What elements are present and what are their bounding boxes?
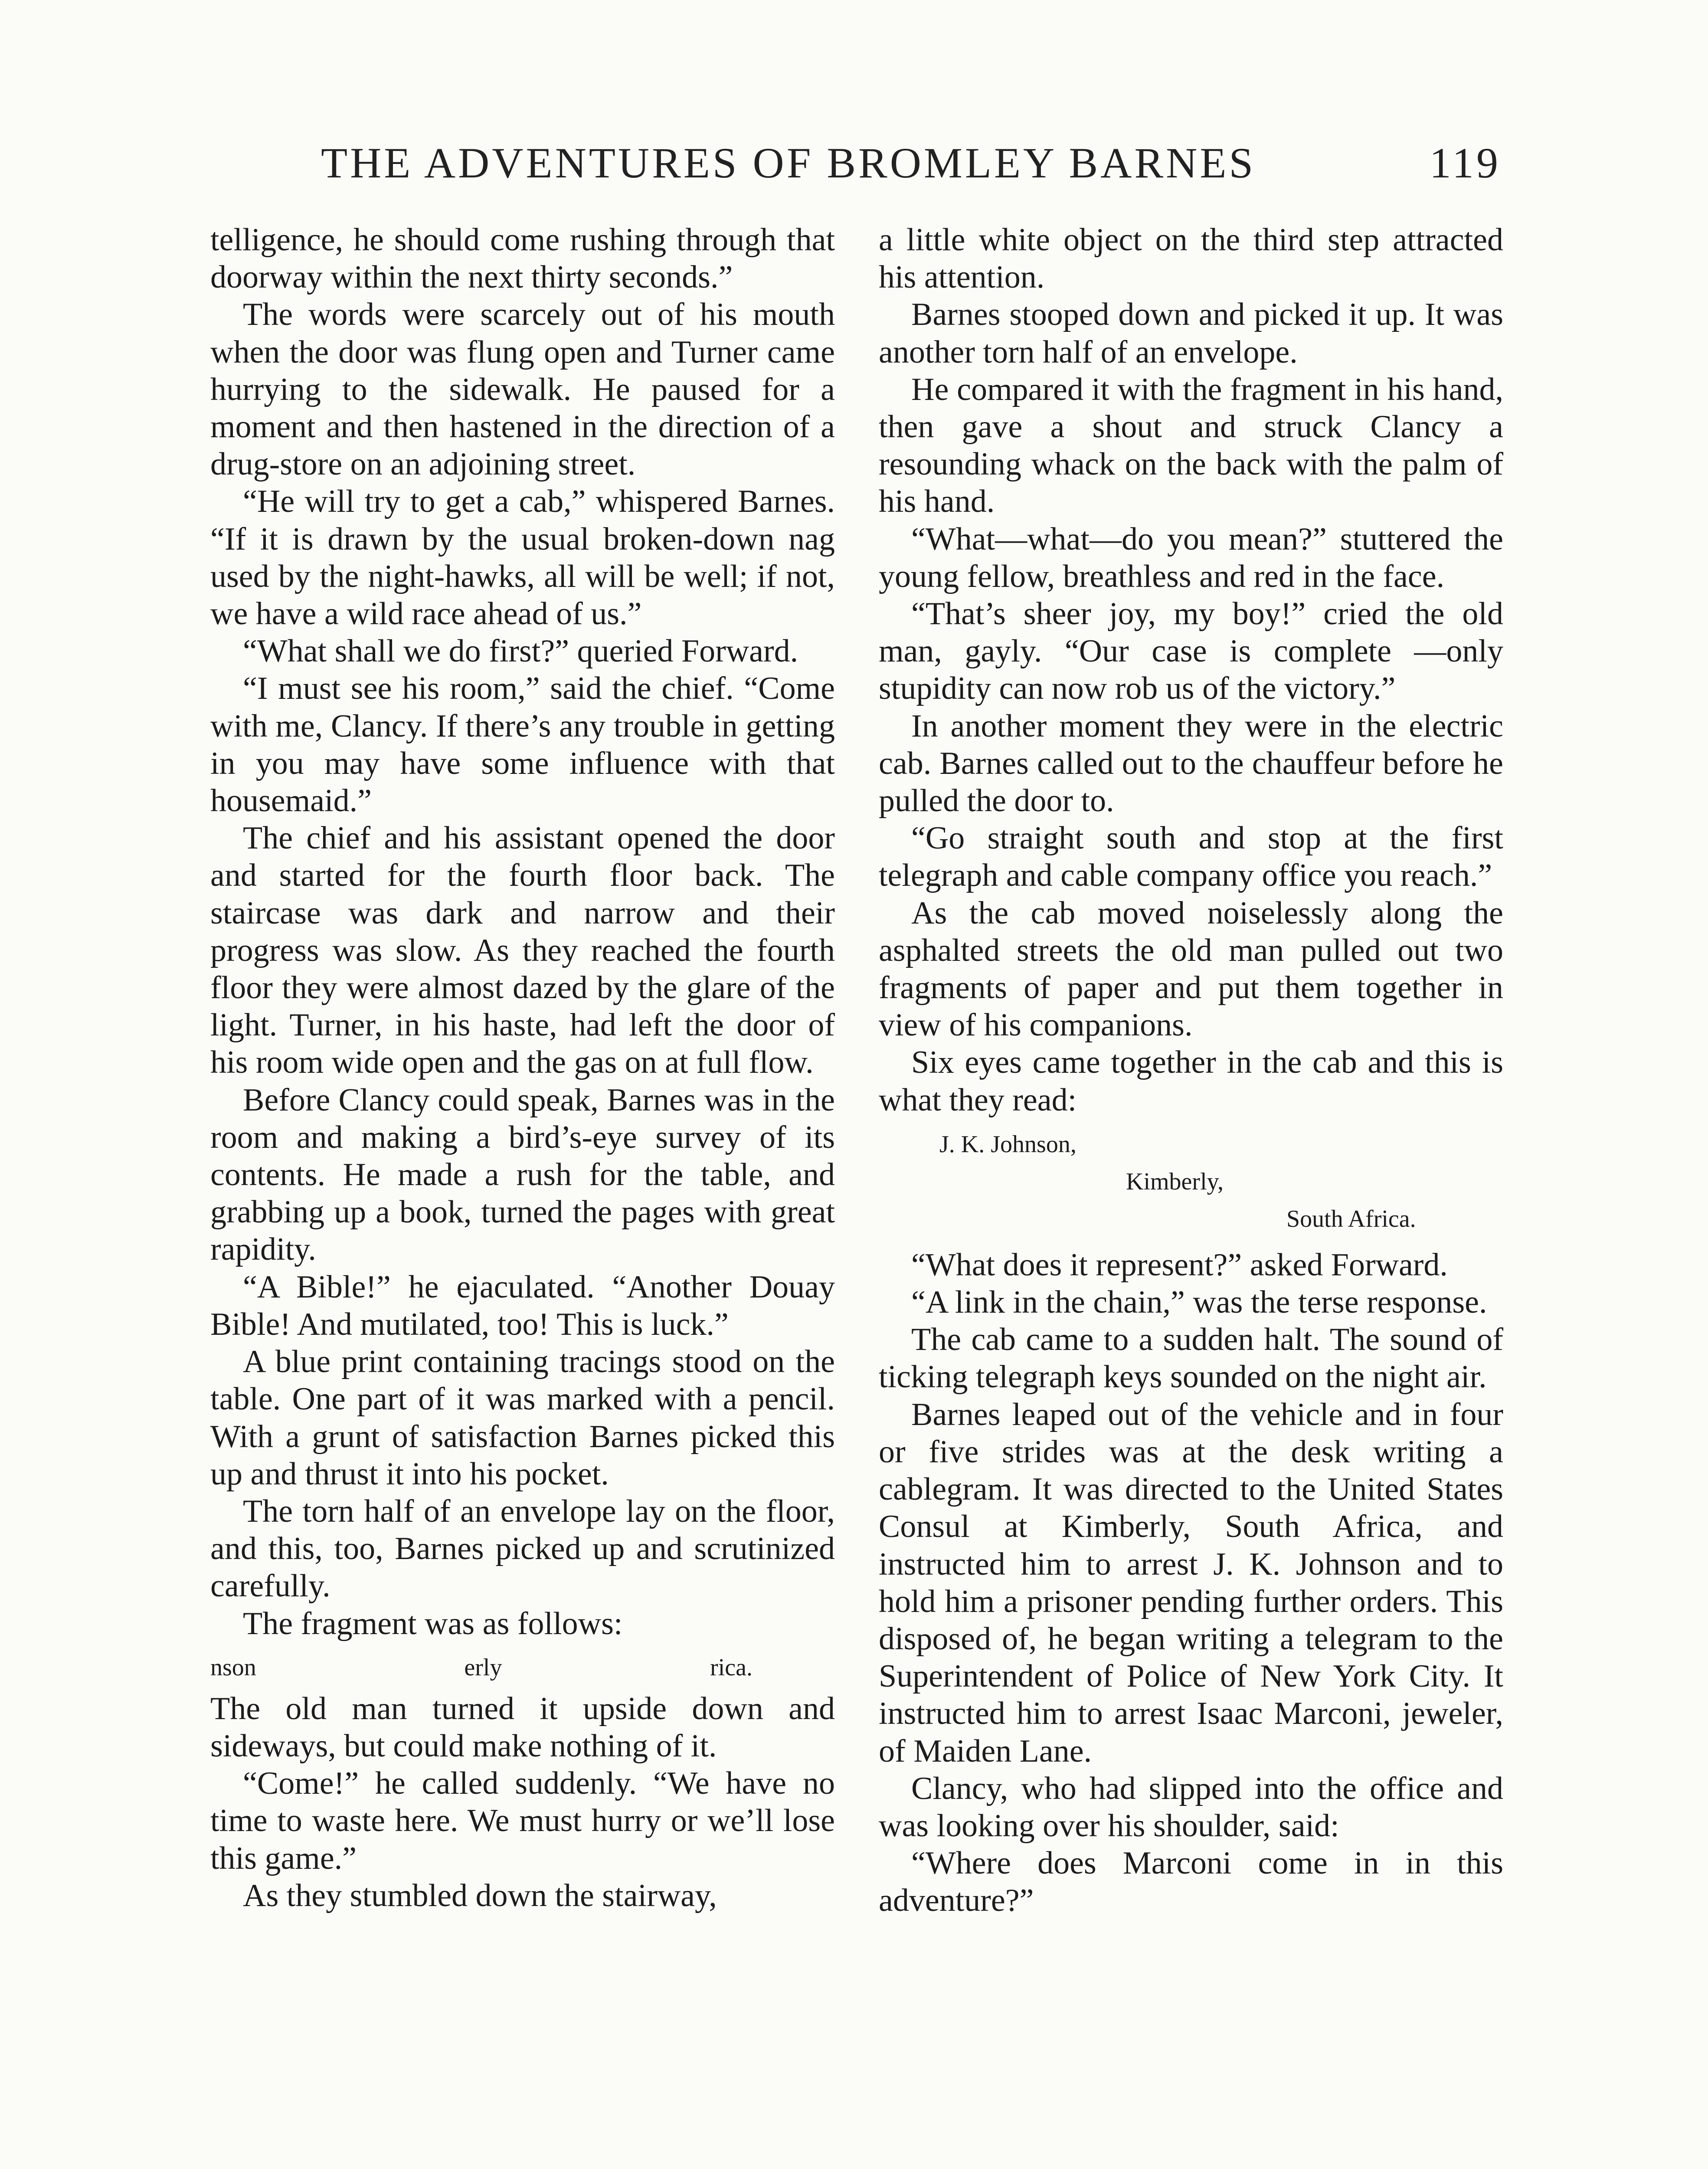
paragraph: Six eyes came together in the cab and this is what they read: [879, 1045, 1503, 1118]
paragraph: A blue print containing tracings stood on the table. One part of it was marked with a pencil. With a grunt of satisfaction Barnes picked this up and thrust it into his pocket. [210, 1344, 835, 1492]
paragraph: “That’s sheer joy, my boy!” cried the old man, gayly. “Our case is complete —only stupidity can now rob us of the victory.” [879, 596, 1503, 707]
right-column [879, 221, 1503, 1920]
paragraph: a little white object on the third step attracted his attention. [879, 222, 1503, 295]
paragraph: As the cab moved noiselessly along the asphalted streets the old man pulled out two fragments of paper and put them together in view of his companions. [879, 895, 1503, 1043]
paragraph: telligence, he should come rushing through that doorway within the next thirty seconds.” [210, 222, 835, 295]
paragraph: “What shall we do first?” queried Forward. [243, 633, 798, 669]
paragraph: “Where does Marconi come in in this adventure?” [879, 1845, 1503, 1919]
paragraph: He compared it with the fragment in his hand, then gave a shout and struck Clancy a resounding whack on the back with the palm of his hand. [879, 371, 1503, 520]
fragment-text: erly [464, 1654, 502, 1681]
paragraph: The fragment was as follows: [243, 1605, 623, 1641]
paragraph: The old man turned it upside down and sideways, but could make nothing of it. [210, 1691, 835, 1764]
paragraph: “I must see his room,” said the chief. “Come with me, Clancy. If there’s any trouble in getting in you may have some influence with that housemaid.” [210, 671, 835, 819]
paragraph: Before Clancy could speak, Barnes was in the room and making a bird’s-eye survey of its contents. He made a rush for the table, and grabbing up a book, turned the pages with great rapidity. [210, 1082, 835, 1268]
paragraph: “Come!” he called suddenly. “We have no time to waste here. We must hurry or we’ll lose this game.” [210, 1766, 835, 1876]
paragraph: “He will try to get a cab,” whispered Barnes. “If it is drawn by the usual broken-down nag used by the night-hawks, all will be well; if not, we have a wild race ahead of us.” [210, 484, 835, 632]
running-title: THE ADVENTURES OF BROMLEY BARNES [321, 139, 1256, 187]
envelope-fragment [210, 1646, 835, 1689]
paragraph: The chief and his assistant opened the door and started for the fourth floor back. The staircase was dark and narrow and their progress was slow. As they reached the fourth floor they were almost dazed by the glare of the light. Turner, in his haste, had left the door of his room wide open and the gas on at full flow. [210, 820, 835, 1081]
page-number: 119 [1429, 139, 1501, 187]
fragment-text: rica. [710, 1654, 753, 1681]
running-header [321, 138, 1501, 188]
paragraph: “A link in the chain,” was the terse response. [911, 1284, 1487, 1320]
left-column [210, 221, 835, 1914]
paragraph: Barnes leaped out of the vehicle and in four or five strides was at the desk writing a cablegram. It was directed to the United States Consul at Kimberly, South Africa, and instructed him to arrest J. K. Johnson and to hold him a prisoner pending further orders. This disposed of, he began writing a telegram to the Superintendent of Police of New York City. It instructed him to arrest Isaac Marconi, jeweler, of Maiden Lane. [879, 1396, 1503, 1769]
paragraph: “A Bible!” he ejaculated. “Another Douay Bible! And mutilated, too! This is luck.” [210, 1269, 835, 1342]
paragraph: The words were scarcely out of his mouth when the door was flung open and Turner came hurrying to the sidewalk. He paused for a moment and then hastened in the direction of a drug-store on an adjoining street. [210, 297, 835, 482]
paragraph: “What—what—do you mean?” stuttered the young fellow, breathless and red in the face. [879, 521, 1503, 594]
paragraph: “What does it represent?” asked Forward. [911, 1247, 1448, 1283]
address-line: South Africa. [1286, 1205, 1416, 1232]
paragraph: The torn half of an envelope lay on the floor, and this, too, Barnes picked up and scrutinized carefully. [210, 1493, 835, 1604]
paragraph: The cab came to a sudden halt. The sound of ticking telegraph keys sounded on the night air. [879, 1322, 1503, 1395]
fragment-text: nson [210, 1654, 256, 1681]
paragraph: Clancy, who had slipped into the office and was looking over his shoulder, said: [879, 1770, 1503, 1844]
paragraph: As they stumbled down the stairway, [243, 1877, 717, 1913]
paragraph: In another moment they were in the electric cab. Barnes called out to the chauffeur before he pulled the door to. [879, 708, 1503, 819]
address-line: Kimberly, [1126, 1168, 1224, 1195]
address-line: J. K. Johnson, [939, 1130, 1076, 1158]
address-block [879, 1126, 1503, 1238]
paragraph: “Go straight south and stop at the first telegraph and cable company office you reach.” [879, 820, 1503, 894]
paragraph: Barnes stooped down and picked it up. It was another torn half of an envelope. [879, 297, 1503, 370]
